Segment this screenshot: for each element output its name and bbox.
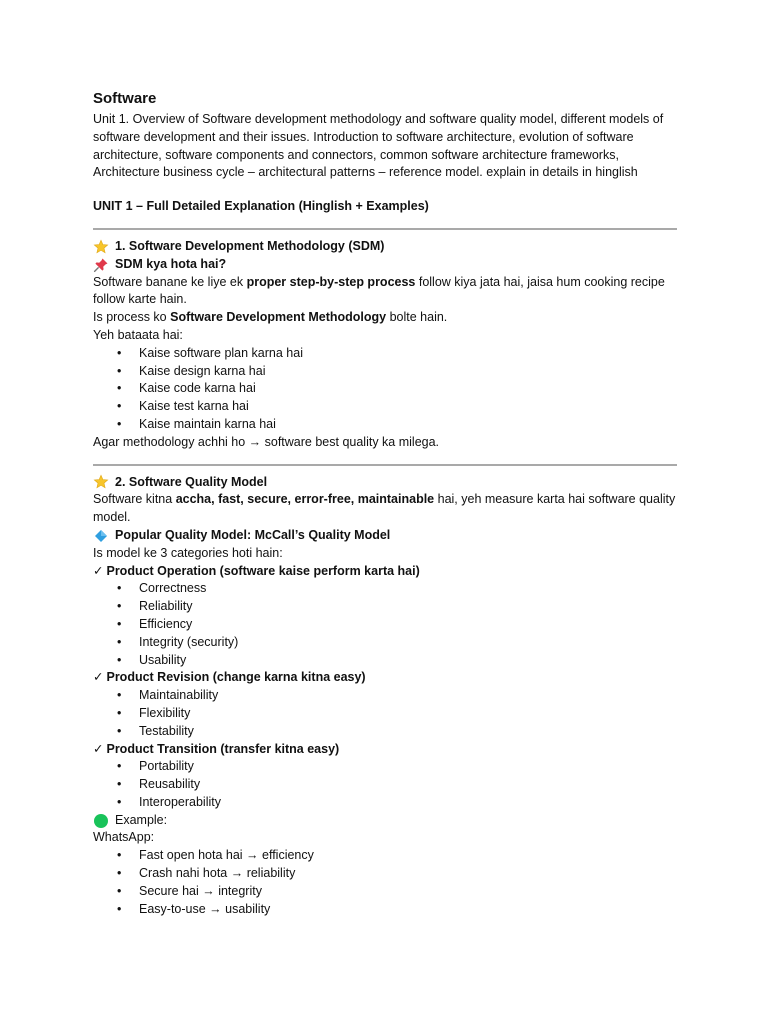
list-item: • Kaise maintain karna hai [139, 416, 677, 434]
pushpin-icon [93, 257, 109, 273]
list-item: • Kaise code karna hai [139, 380, 677, 398]
check-mark-icon: ✓ [93, 563, 104, 578]
popular-model-text: Popular Quality Model: McCall’s Quality Model [115, 527, 391, 542]
list-item: • Easy-to-use → usability [139, 901, 677, 919]
category-title: Product Revision (change karna kitna easy) [106, 670, 366, 685]
sdm-p1-text-a: Software banane ke liye ek [93, 274, 247, 289]
page-title: Software [93, 90, 157, 107]
sqm-paragraph-1 [93, 491, 677, 527]
list-item: • Secure hai → integrity [139, 883, 677, 901]
check-mark-icon: ✓ [93, 670, 104, 685]
sdm-paragraph-1 [93, 274, 677, 310]
category-title: Product Transition (transfer kitna easy) [106, 741, 340, 756]
list-item: • Crash nahi hota → reliability [139, 865, 677, 883]
category-heading [93, 563, 677, 581]
list-item: • Efficiency [139, 616, 677, 634]
sqm-intro: Is model ke 3 categories hoti hain: [93, 545, 283, 560]
sdm-paragraph-3: Yeh bataata hai: [93, 327, 183, 342]
example-list [93, 847, 677, 918]
unit-heading: UNIT 1 – Full Detailed Explanation (Hinglish + Examples) [93, 199, 429, 214]
list-item: • Maintainability [139, 687, 677, 705]
list-item: • Integrity (security) [139, 634, 677, 652]
sdm-p1-bold: proper step-by-step process [246, 274, 416, 289]
category-list [93, 580, 677, 669]
list-item: • Testability [139, 723, 677, 741]
sdm-heading [93, 238, 677, 256]
sqm-p1-bold: accha, fast, secure, error-free, maintainable [175, 492, 435, 507]
list-item: • Interoperability [139, 794, 677, 812]
sdm-question [93, 256, 677, 274]
sdm-question-text: SDM kya hota hai? [115, 256, 227, 271]
sdm-p2-text-a: Is process ko [93, 310, 171, 325]
category-heading [93, 741, 677, 759]
category-heading [93, 669, 677, 687]
list-item: • Fast open hota hai → efficiency [139, 847, 677, 865]
popular-model-heading [93, 527, 677, 545]
example-app: WhatsApp: [93, 830, 155, 845]
list-item: • Kaise design karna hai [139, 363, 677, 381]
sdm-p1-text-b: follow kiya jata hai, jaisa hum cooking recipe follow karte hain. [93, 274, 665, 307]
category-list [93, 758, 677, 811]
sqm-heading-text: 2. Software Quality Model [115, 474, 268, 489]
list-item: • Reusability [139, 776, 677, 794]
green-circle-icon [93, 813, 109, 829]
example-label: Example: [115, 812, 168, 827]
prompt-paragraph: Unit 1. Overview of Software development methodology and software quality model, different models of software development and their issues. Introduction to software architecture, evolution of software architecture, software components and connectors, common software architecture frameworks, Architecture business cycle – architectural patterns – reference model. explain in details in hinglish [93, 112, 664, 180]
list-item: • Kaise software plan karna hai [139, 345, 677, 363]
section-divider [93, 228, 677, 230]
example-heading [93, 812, 677, 830]
sdm-p2-text-b: bolte hain. [386, 310, 448, 325]
list-item: • Portability [139, 758, 677, 776]
sqm-p1-text-b: hai, yeh measure karta hai software quality model. [93, 492, 676, 525]
sdm-paragraph-2 [93, 309, 677, 327]
star-icon [93, 474, 109, 490]
star-icon [93, 239, 109, 255]
document-content [93, 89, 677, 918]
check-mark-icon: ✓ [93, 741, 104, 756]
list-item: • Correctness [139, 580, 677, 598]
sdm-p2-bold: Software Development Methodology [170, 310, 387, 325]
category-list [93, 687, 677, 740]
list-item: • Usability [139, 652, 677, 670]
sqm-p1-text-a: Software kitna [93, 492, 176, 507]
sqm-heading [93, 474, 677, 492]
section-divider [93, 464, 677, 466]
sdm-heading-text: 1. Software Development Methodology (SDM) [115, 238, 385, 253]
diamond-icon [93, 528, 109, 544]
list-item: • Reliability [139, 598, 677, 616]
sdm-bullet-list [93, 345, 677, 434]
category-title: Product Operation (software kaise perform karta hai) [106, 563, 420, 578]
list-item: • Kaise test karna hai [139, 398, 677, 416]
list-item: • Flexibility [139, 705, 677, 723]
sdm-conclusion: Agar methodology achhi ho → software best quality ka milega. [93, 434, 440, 449]
